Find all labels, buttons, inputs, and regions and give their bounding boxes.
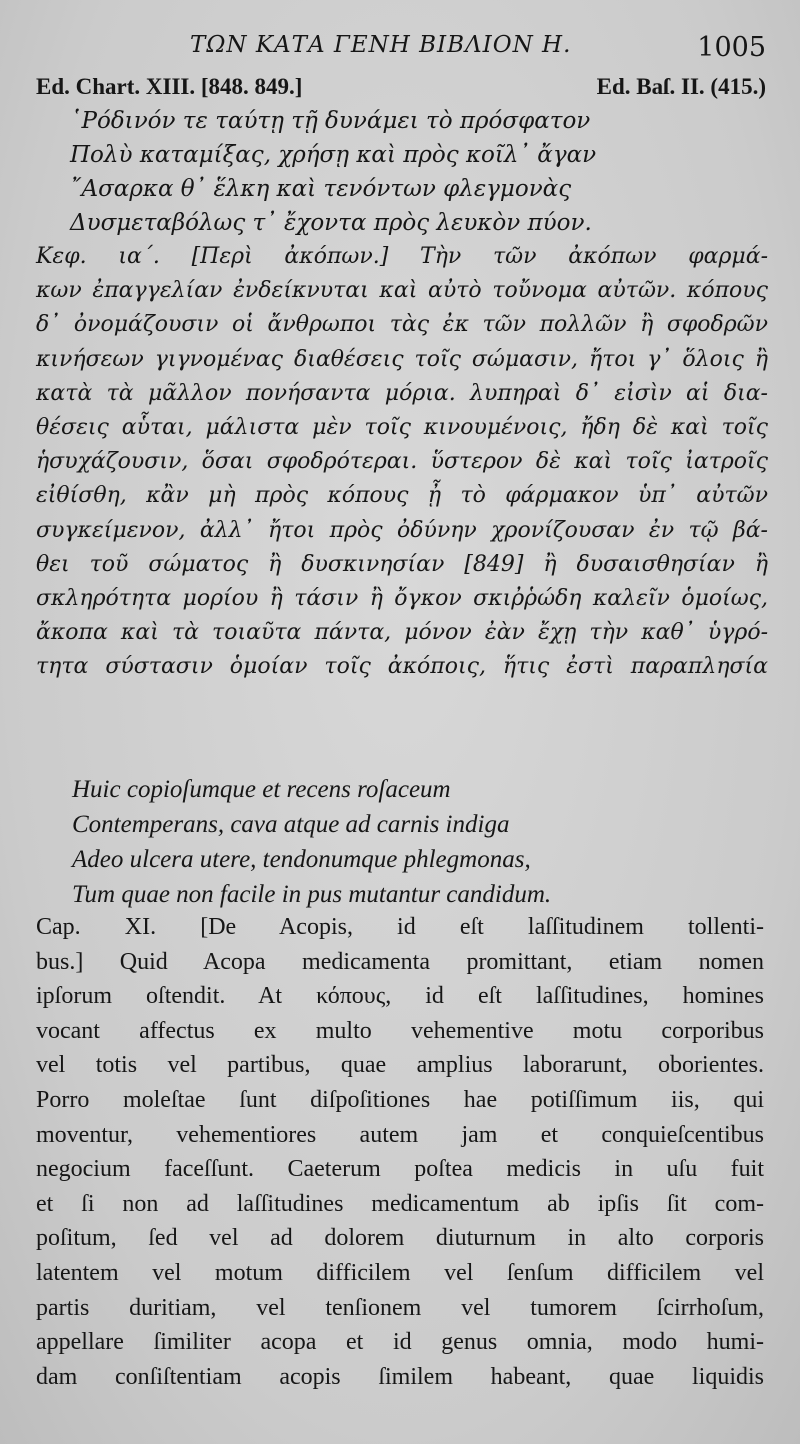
prose-line: ἡσυχάζουσιν, ὅσαι σφοδρότεραι. ὕστερον δὲ καὶ τοῖς ἰατροῖς: [36, 449, 768, 475]
prose-line: τητα σύστασιν ὁμοίαν τοῖς ἀκόποις, ἥτις ἐστὶ παραπλησία: [36, 654, 768, 680]
prose-line: partis duritiam, vel tenſionem vel tumorem ſcirrhoſum,: [36, 1294, 764, 1321]
prose-line: εἰθίσθη, κἂν μὴ πρὸς κόπους ᾖ τὸ φάρμακον ὑπ᾽ αὐτῶν: [36, 483, 768, 509]
prose-line: σκληρότητα μορίου ἢ τάσιν ἢ ὄγκον σκιῤῥώδη καλεῖν ὁμοίως,: [36, 586, 768, 612]
prose-line: δ᾽ ὀνομάζουσιν οἱ ἄνθρωποι τὰς ἐκ τῶν πολλῶν ἢ σφοδρῶν: [36, 312, 768, 338]
page-number: 1005: [697, 32, 766, 63]
prose-line: bus.] Quid Acopa medicamenta promittant, etiam nomen: [36, 948, 764, 975]
prose-line: vocant affectus ex multo vehementive motu corporibus: [36, 1017, 764, 1044]
prose-line: appellare ſimiliter acopa et id genus omnia, modo humi-: [36, 1329, 764, 1356]
prose-line: συγκείμενον, ἀλλ᾽ ἤτοι πρὸς ὀδύνην χρονίζουσαν ἐν τῷ βά-: [36, 517, 768, 543]
prose-line: ἄκοπα καὶ τὰ τοιαῦτα πάντα, μόνον ἐὰν ἔχῃ τὴν καθ᾽ ὑγρό-: [36, 620, 768, 646]
prose-line: κατὰ τὰ μᾶλλον πονήσαντα μόρια. λυπηραὶ δ᾽ εἰσὶν αἱ δια-: [36, 380, 768, 406]
prose-line: Porro moleſtae ſunt diſpoſitiones hae potiſſimum iis, qui: [36, 1086, 764, 1113]
greek-prose-block: [36, 240, 768, 685]
prose-line: κινήσεων γιγνομένας διαθέσεις τοῖς σώμασιν, ἤτοι γ᾽ ὅλοις ἢ: [36, 346, 768, 372]
prose-line: κων ἐπαγγελίαν ἐνδείκνυται καὶ αὐτὸ τοὔνομα αὐτῶν. κόπους: [36, 278, 768, 304]
verse-line: Adeo ulcera utere, tendonumque phlegmonas,: [72, 846, 531, 873]
edition-basel-ref: Ed. Baſ. II. (415.): [596, 74, 766, 99]
verse-line: Huic copioſumque et recens roſaceum: [72, 776, 451, 803]
prose-line: ipſorum oſtendit. At κόπους, id eſt laſſitudines, homines: [36, 983, 764, 1010]
verse-line: ῾Ρόδινόν τε ταύτῃ τῇ δυνάμει τὸ πρόσφατον: [70, 108, 591, 134]
prose-line: Cap. XI. [De Acopis, id eſt laſſitudinem tollenti-: [36, 914, 764, 940]
prose-line: latentem vel motum difficilem vel ſenſum difficilem vel: [36, 1259, 764, 1286]
verse-line: ῎Ασαρκα θ᾽ ἕλκη καὶ τενόντων φλεγμονὰς: [70, 176, 572, 202]
prose-line: vel totis vel partibus, quae amplius laborarunt, oborientes.: [36, 1052, 764, 1079]
verse-line: Δυσμεταβόλως τ᾽ ἔχοντα πρὸς λευκὸν πύον.: [70, 210, 592, 236]
prose-line: poſitum, ſed vel ad dolorem diuturnum in alto corporis: [36, 1225, 764, 1252]
prose-line: θει τοῦ σώματος ἢ δυσκινησίαν [849] ἢ δυσαισθησίαν ἢ: [36, 551, 768, 577]
prose-line: Κεφ. ια΄. [Περὶ ἀκόπων.] Τὴν τῶν ἀκόπων φαρμά-: [36, 244, 768, 269]
running-title: ΤΩΝ ΚΑΤΑ ΓΕΝΗ ΒΙΒΛΙΟΝ Η.: [190, 32, 572, 58]
prose-line: negocium faceſſunt. Caeterum poſtea medicis in uſu fuit: [36, 1156, 764, 1183]
verse-line: Πολὺ καταμίξας, χρήσῃ καὶ πρὸς κοῖλ᾽ ἄγαν: [70, 142, 597, 168]
prose-line: dam conſiſtentiam acopis ſimilem habeant, quae liquidis: [36, 1363, 764, 1390]
edition-chart-ref: Ed. Chart. XIII. [848. 849.]: [36, 74, 303, 99]
latin-verse-block: [72, 772, 772, 912]
latin-prose-block: [36, 910, 764, 1394]
prose-line: et ſi non ad laſſitudines medicamentum ab ipſis ſit com-: [36, 1190, 764, 1217]
verse-line: Tum quae non facile in pus mutantur candidum.: [72, 881, 552, 908]
running-header: [0, 30, 800, 64]
greek-verse-block: [70, 104, 770, 240]
verse-line: Contemperans, cava atque ad carnis indiga: [72, 811, 510, 838]
edition-line: [36, 74, 766, 104]
prose-line: θέσεις αὗται, μάλιστα μὲν τοῖς κινουμένοις, ἤδη δὲ καὶ τοῖς: [36, 415, 768, 441]
prose-line: moventur, vehementiores autem jam et conquieſcentibus: [36, 1121, 764, 1148]
